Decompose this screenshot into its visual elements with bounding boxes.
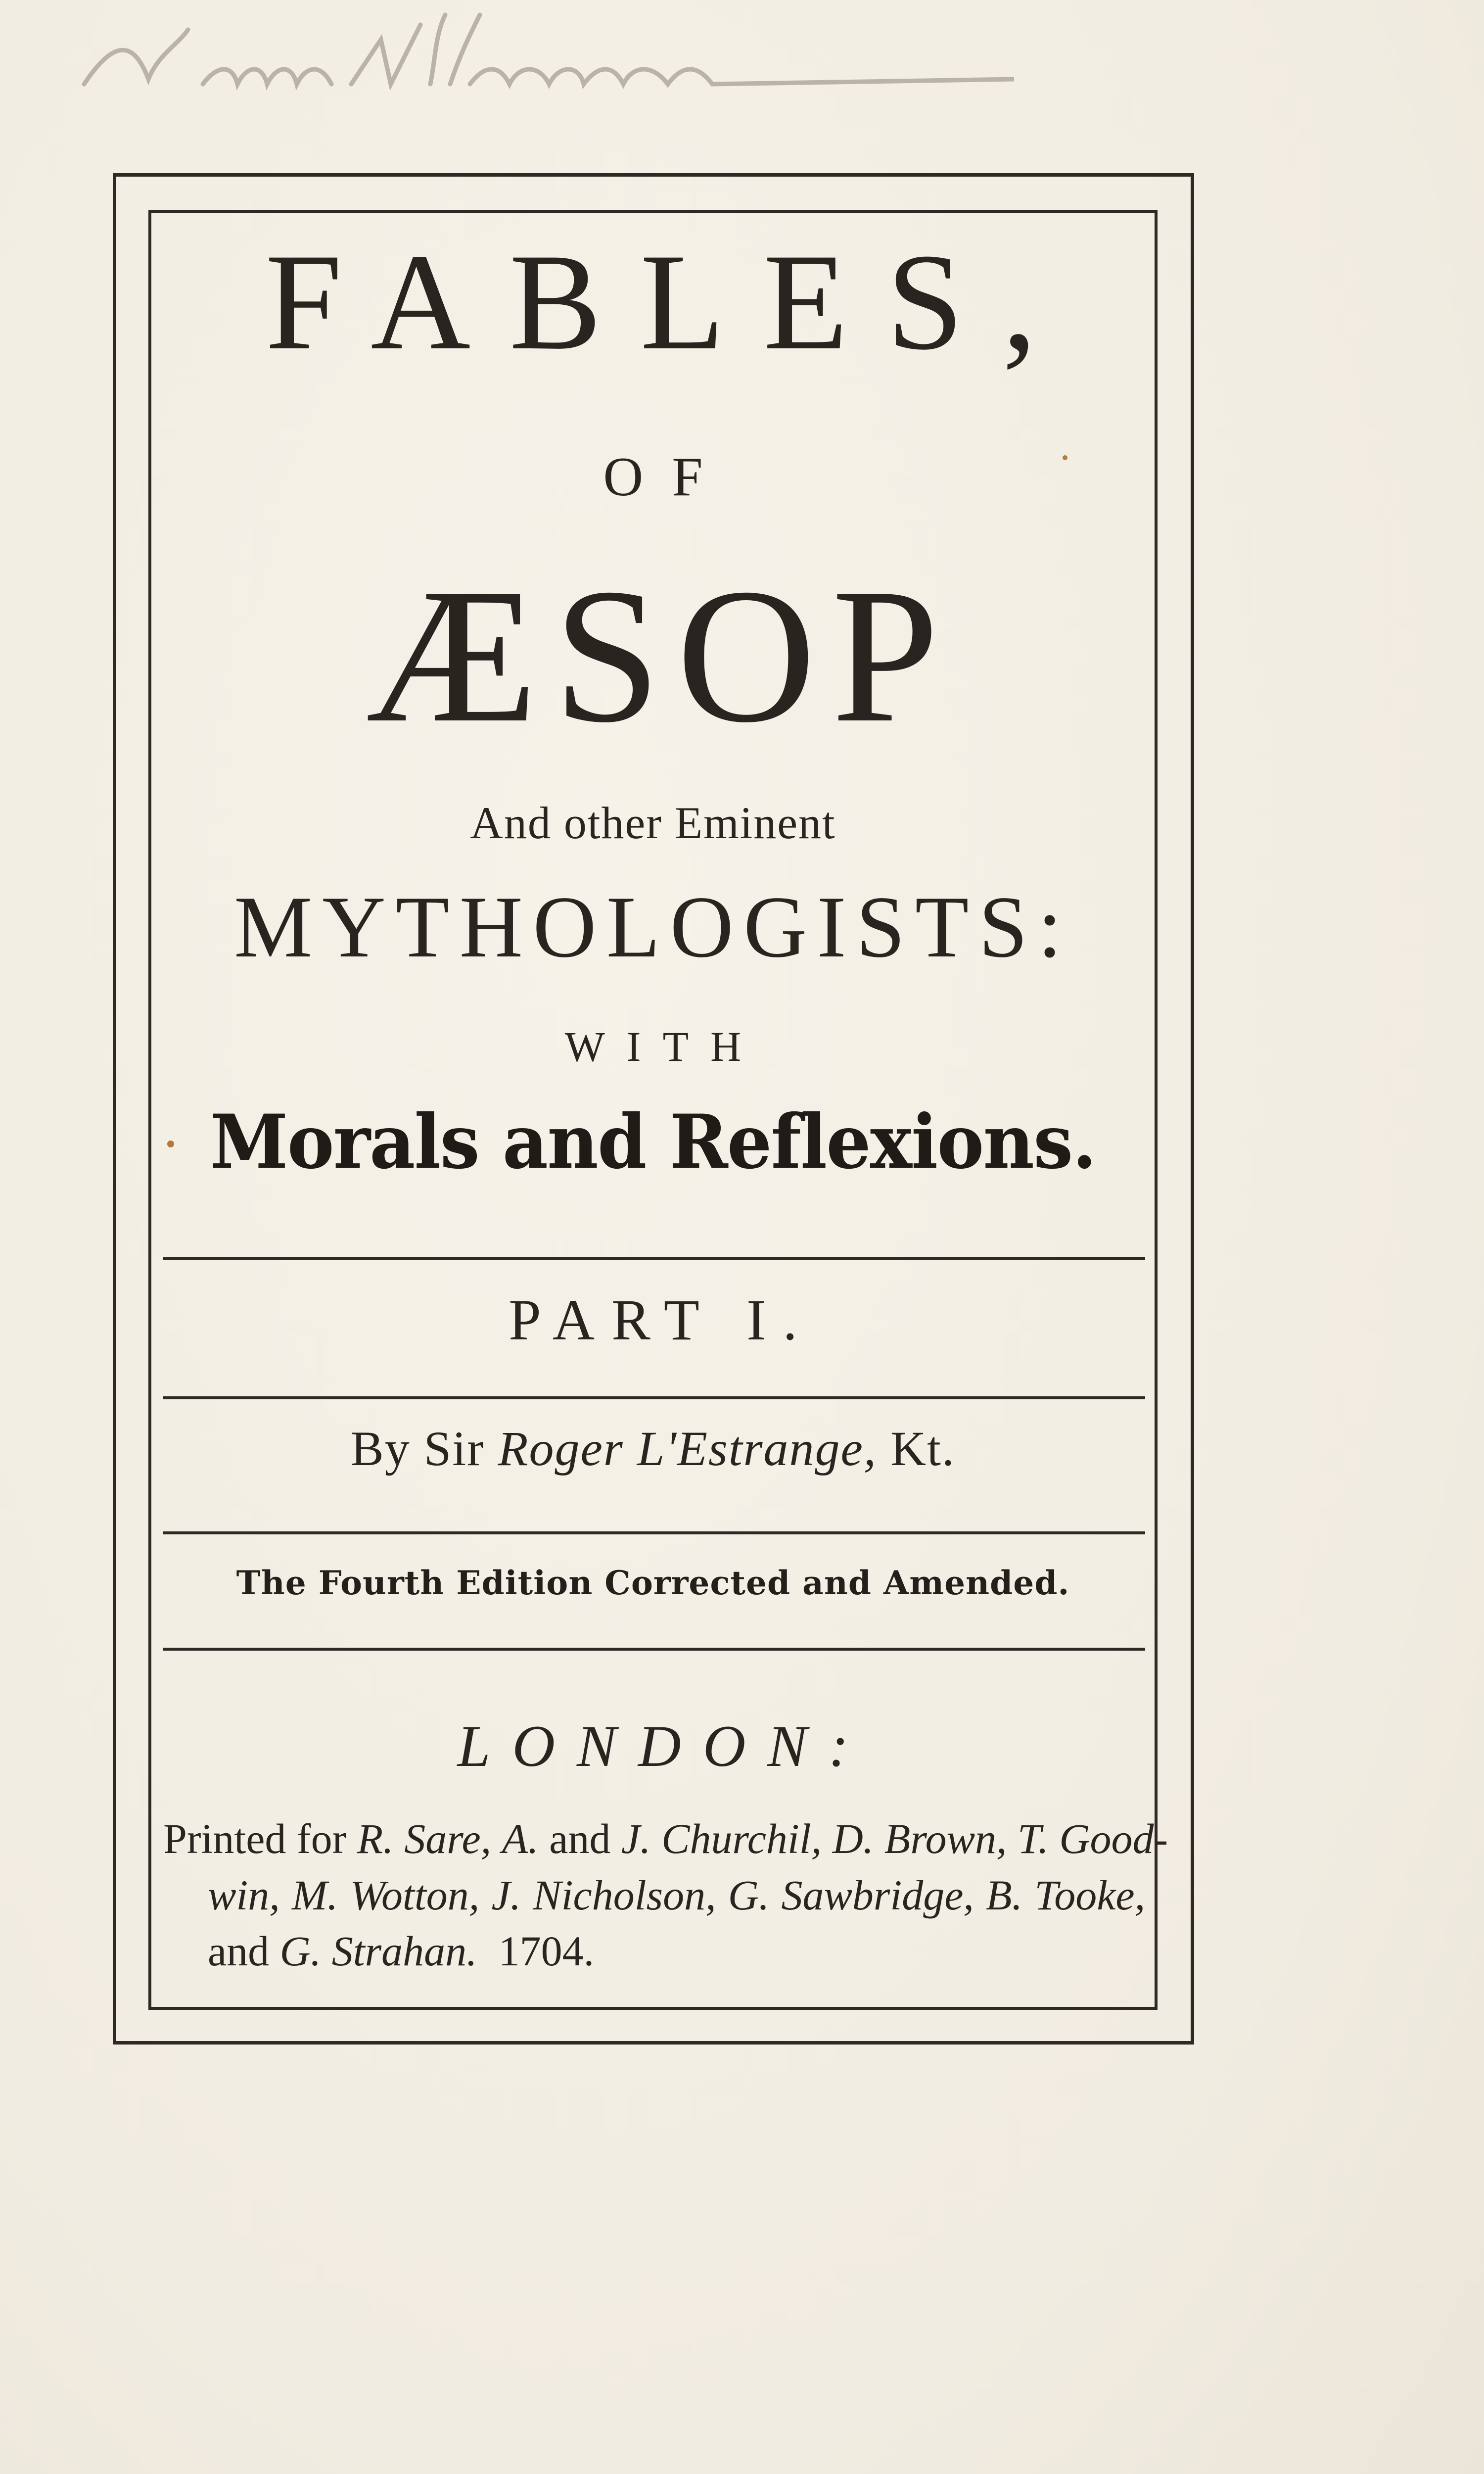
imprint-publisher: M. Wotton,: [291, 1871, 480, 1919]
edition-line: The Fourth Edition Corrected and Amended.: [236, 1564, 1070, 1602]
divider-rule: [163, 1257, 1145, 1260]
imprint-year: 1704.: [498, 1927, 595, 1975]
imprint-text: and: [208, 1927, 270, 1975]
imprint-text: and: [549, 1815, 611, 1862]
imprint-publisher: R. Sare,: [357, 1815, 492, 1862]
title-fables: FABLES,: [265, 225, 1075, 379]
subtitle-with: WITH: [564, 1023, 763, 1070]
author-suffix: Kt.: [890, 1421, 955, 1476]
author-name: Roger L'Estrange,: [498, 1421, 877, 1476]
imprint-block: [163, 1811, 1168, 1980]
title-aesop: ÆSOP: [366, 549, 955, 762]
imprint-row: [163, 1923, 1145, 1980]
title-of: OF: [603, 446, 732, 508]
author-prefix: By Sir: [351, 1421, 485, 1476]
ink-speck: [167, 1141, 174, 1147]
imprint-publisher: J. Nicholson,: [491, 1871, 716, 1919]
imprint-row: [163, 1867, 1145, 1924]
handwritten-signature: [74, 10, 1014, 119]
part-label: PART I.: [509, 1287, 814, 1352]
author-line: [148, 1420, 1158, 1477]
divider-rule: [163, 1531, 1145, 1534]
title-mythologists: MYTHOLOGISTS:: [234, 878, 1072, 976]
imprint-publisher: D. Brown,: [832, 1815, 1007, 1862]
imprint-publisher: A.: [502, 1815, 539, 1862]
imprint-publisher: B. Tooke,: [986, 1871, 1146, 1919]
ink-speck: [1063, 455, 1067, 460]
divider-rule: [163, 1648, 1145, 1651]
imprint-publisher: T. Good-: [1017, 1815, 1168, 1862]
imprint-row: [163, 1811, 1168, 1867]
imprint-publisher: G. Sawbridge,: [728, 1871, 974, 1919]
imprint-publisher: win,: [208, 1871, 280, 1919]
imprint-city: LONDON:: [457, 1713, 871, 1779]
imprint-text: Printed for: [163, 1815, 347, 1862]
title-morals-blackletter: Morals and Reflexions.: [210, 1098, 1096, 1186]
subtitle-and-other: And other Eminent: [470, 798, 836, 848]
imprint-publisher: J. Churchil,: [621, 1815, 822, 1862]
imprint-publisher: G. Strahan.: [279, 1927, 477, 1975]
divider-rule: [163, 1396, 1145, 1399]
